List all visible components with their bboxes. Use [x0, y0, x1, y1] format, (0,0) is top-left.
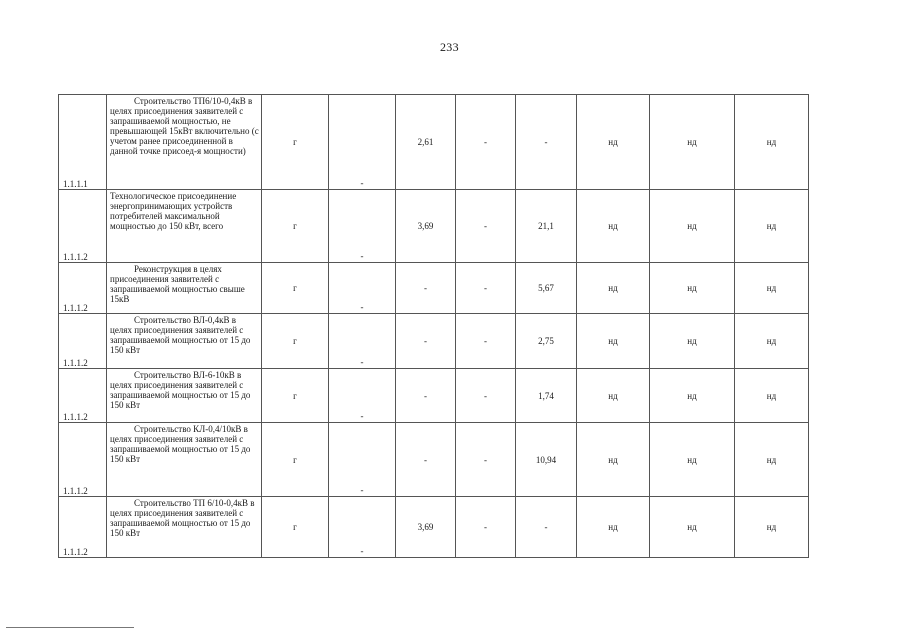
blank-cell [329, 190, 396, 263]
table-row [59, 369, 809, 423]
value-cell-1: - [396, 369, 456, 423]
nd-cell-2: нд [650, 263, 735, 314]
nd-cell-1: нд [577, 423, 650, 497]
nd-cell-3: нд [735, 369, 809, 423]
row-code-cell: 1.1.1.2 [59, 369, 107, 423]
table-row [59, 423, 809, 497]
row-name-text: Строительство ТП6/10-0,4кВ в целях присоединения заявителей с запрашиваемой мощностью, не превышающей 15кВт включительно (с учетом ранее присоединенной в данной точке присоед-я мощности) [110, 96, 259, 156]
table-body [59, 95, 809, 558]
unit-cell: г [262, 190, 329, 263]
blank-cell [329, 314, 396, 369]
value-cell-3: - [516, 497, 577, 558]
blank-cell [329, 497, 396, 558]
value-cell-2: - [456, 263, 516, 314]
value-cell-2: - [456, 369, 516, 423]
value-cell-3: 1,74 [516, 369, 577, 423]
unit-cell: г [262, 95, 329, 190]
nd-cell-1: нд [577, 95, 650, 190]
row-code-cell: 1.1.1.2 [59, 423, 107, 497]
value-cell-1: - [396, 263, 456, 314]
row-name-text: Строительство ВЛ-0,4кВ в целях присоединения заявителей с запрашиваемой мощностью от 15 до 150 кВт [110, 315, 251, 355]
unit-cell: г [262, 263, 329, 314]
row-name-cell [107, 190, 262, 263]
blank-dash: - [360, 411, 364, 421]
row-code-cell: 1.1.1.2 [59, 497, 107, 558]
row-name-cell [107, 497, 262, 558]
row-name-cell [107, 423, 262, 497]
blank-dash: - [360, 357, 364, 367]
blank-cell [329, 95, 396, 190]
blank-cell [329, 263, 396, 314]
investment-table [58, 94, 809, 558]
row-name-cell [107, 369, 262, 423]
table-row [59, 497, 809, 558]
row-name-cell [107, 95, 262, 190]
row-name-text: Строительство ВЛ-6-10кВ в целях присоединения заявителей с запрашиваемой мощностью от 15 до 150 кВт [110, 370, 251, 410]
blank-cell [329, 369, 396, 423]
nd-cell-2: нд [650, 314, 735, 369]
table-row [59, 263, 809, 314]
blank-dash: - [360, 546, 364, 556]
nd-cell-1: нд [577, 497, 650, 558]
table-row [59, 190, 809, 263]
nd-cell-3: нд [735, 423, 809, 497]
row-code-cell: 1.1.1.2 [59, 314, 107, 369]
footnote-rule [6, 627, 134, 628]
table-row [59, 314, 809, 369]
value-cell-2: - [456, 314, 516, 369]
table-row [59, 95, 809, 190]
nd-cell-1: нд [577, 263, 650, 314]
unit-cell: г [262, 369, 329, 423]
unit-cell: г [262, 423, 329, 497]
blank-dash: - [360, 302, 364, 312]
row-name-text: Строительство ТП 6/10-0,4кВ в целях присоединения заявителей с запрашиваемой мощностью от 15 до 150 кВт [110, 498, 255, 538]
value-cell-3: 21,1 [516, 190, 577, 263]
value-cell-3: - [516, 95, 577, 190]
value-cell-1: 2,61 [396, 95, 456, 190]
value-cell-2: - [456, 423, 516, 497]
nd-cell-1: нд [577, 314, 650, 369]
row-name-text: Реконструкция в целях присоединения заявителей с запрашиваемой мощностью свыше 15кВ [110, 264, 245, 304]
unit-cell: г [262, 497, 329, 558]
value-cell-2: - [456, 95, 516, 190]
nd-cell-3: нд [735, 95, 809, 190]
nd-cell-1: нд [577, 369, 650, 423]
page-number: 233 [440, 40, 459, 54]
value-cell-1: - [396, 314, 456, 369]
nd-cell-1: нд [577, 190, 650, 263]
row-code-cell: 1.1.1.2 [59, 190, 107, 263]
value-cell-3: 10,94 [516, 423, 577, 497]
value-cell-1: - [396, 423, 456, 497]
blank-dash: - [360, 251, 364, 261]
unit-cell: г [262, 314, 329, 369]
row-name-text: Технологическое присоединение энергопринимающих устройств потребителей максимальной мощностью до 150 кВт, всего [110, 191, 237, 231]
row-name-cell [107, 263, 262, 314]
value-cell-1: 3,69 [396, 190, 456, 263]
nd-cell-3: нд [735, 190, 809, 263]
blank-dash: - [360, 485, 364, 495]
nd-cell-3: нд [735, 263, 809, 314]
value-cell-3: 2,75 [516, 314, 577, 369]
nd-cell-3: нд [735, 497, 809, 558]
row-code-cell: 1.1.1.2 [59, 263, 107, 314]
nd-cell-2: нд [650, 95, 735, 190]
row-name-cell [107, 314, 262, 369]
blank-dash: - [360, 178, 364, 188]
value-cell-2: - [456, 190, 516, 263]
nd-cell-2: нд [650, 369, 735, 423]
nd-cell-2: нд [650, 423, 735, 497]
value-cell-3: 5,67 [516, 263, 577, 314]
nd-cell-2: нд [650, 190, 735, 263]
value-cell-2: - [456, 497, 516, 558]
blank-cell [329, 423, 396, 497]
nd-cell-3: нд [735, 314, 809, 369]
nd-cell-2: нд [650, 497, 735, 558]
row-code-cell: 1.1.1.1 [59, 95, 107, 190]
value-cell-1: 3,69 [396, 497, 456, 558]
row-name-text: Строительство КЛ-0,4/10кВ в целях присоединения заявителей с запрашиваемой мощностью от 15 до 150 кВт [110, 424, 251, 464]
